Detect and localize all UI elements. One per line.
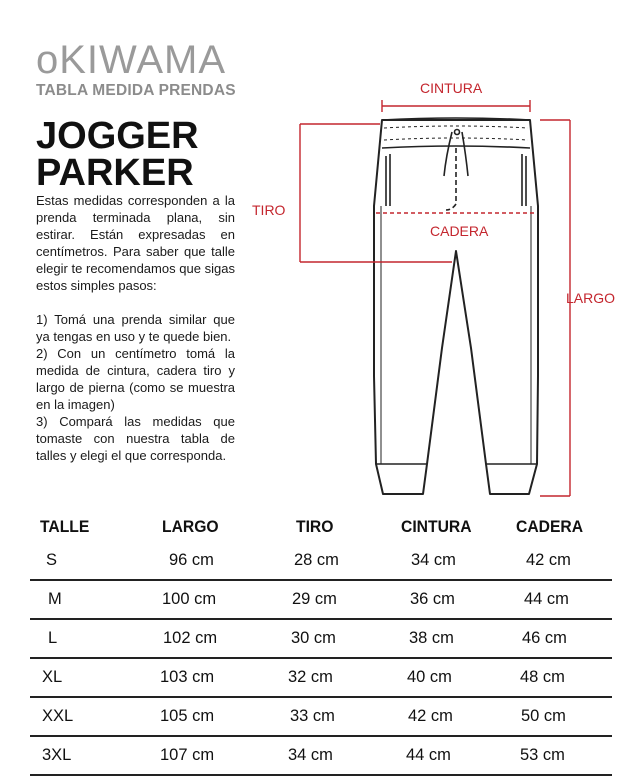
brand-logo: oKIWAMA — [36, 38, 226, 82]
title-line-1: JOGGER — [36, 115, 199, 157]
table-row — [30, 737, 612, 776]
title-line-2: PARKER — [36, 152, 194, 194]
cell-talle: XXL — [42, 707, 74, 725]
cell-tiro: 30 cm — [291, 629, 336, 647]
cell-largo: 105 cm — [160, 707, 215, 725]
brand-subtitle: TABLA MEDIDA PRENDAS — [36, 82, 236, 99]
label-cintura: CINTURA — [420, 80, 483, 96]
cell-cintura: 40 cm — [407, 668, 452, 686]
cell-cadera: 42 cm — [526, 551, 571, 569]
table-row — [30, 581, 612, 620]
header-cadera: CADERA — [516, 518, 584, 536]
header-talle: TALLE — [40, 518, 90, 536]
cell-talle: S — [46, 551, 58, 569]
table-row — [30, 620, 612, 659]
header-largo: LARGO — [162, 518, 219, 536]
table-row — [30, 542, 612, 581]
page-title — [36, 115, 199, 194]
cell-cintura: 44 cm — [406, 746, 451, 764]
cell-largo: 102 cm — [163, 629, 218, 647]
jogger-measurement-diagram — [240, 76, 640, 506]
cell-cadera: 50 cm — [521, 707, 566, 725]
header-cintura: CINTURA — [401, 518, 472, 536]
cell-tiro: 33 cm — [290, 707, 335, 725]
label-cadera: CADERA — [430, 223, 489, 239]
size-table — [30, 512, 612, 776]
cell-largo: 96 cm — [169, 551, 214, 569]
header-tiro: TIRO — [296, 518, 334, 536]
cell-largo: 103 cm — [160, 668, 215, 686]
instructions-text — [36, 192, 235, 464]
cell-cintura: 38 cm — [409, 629, 454, 647]
cell-cadera: 44 cm — [524, 590, 569, 608]
cell-tiro: 28 cm — [294, 551, 339, 569]
step-3: 3) Compará las medidas que tomaste con nuestra tabla de talles y elegi el que corresponda. — [36, 414, 235, 463]
cell-talle: XL — [42, 668, 63, 686]
cell-largo: 107 cm — [160, 746, 215, 764]
cell-cintura: 42 cm — [408, 707, 453, 725]
cell-tiro: 32 cm — [288, 668, 333, 686]
cell-cadera: 53 cm — [520, 746, 565, 764]
step-1: 1) Tomá una prenda similar que ya tengas en uso y te quede bien. — [36, 312, 235, 344]
cell-largo: 100 cm — [162, 590, 217, 608]
label-tiro: TIRO — [252, 202, 286, 218]
cell-talle: 3XL — [42, 746, 72, 764]
cell-talle: M — [48, 590, 62, 608]
label-largo: LARGO — [566, 290, 616, 306]
cell-cadera: 46 cm — [522, 629, 567, 647]
cell-talle: L — [48, 629, 58, 647]
step-2: 2) Con un centímetro tomá la medida de cintura, cadera tiro y largo de pierna (como se muestra en la imagen) — [36, 346, 235, 412]
cell-cadera: 48 cm — [520, 668, 565, 686]
cell-cintura: 34 cm — [411, 551, 456, 569]
cell-tiro: 34 cm — [288, 746, 333, 764]
table-header — [30, 512, 612, 542]
brand-block — [36, 40, 236, 100]
table-row — [30, 698, 612, 737]
intro-paragraph: Estas medidas corresponden a la prenda terminada plana, sin estirar. Están expresadas en centímetros. Para saber que talle elegir te recomendamos que sigas estos simples pasos: — [36, 193, 235, 293]
table-row — [30, 659, 612, 698]
cell-tiro: 29 cm — [292, 590, 337, 608]
cell-cintura: 36 cm — [410, 590, 455, 608]
